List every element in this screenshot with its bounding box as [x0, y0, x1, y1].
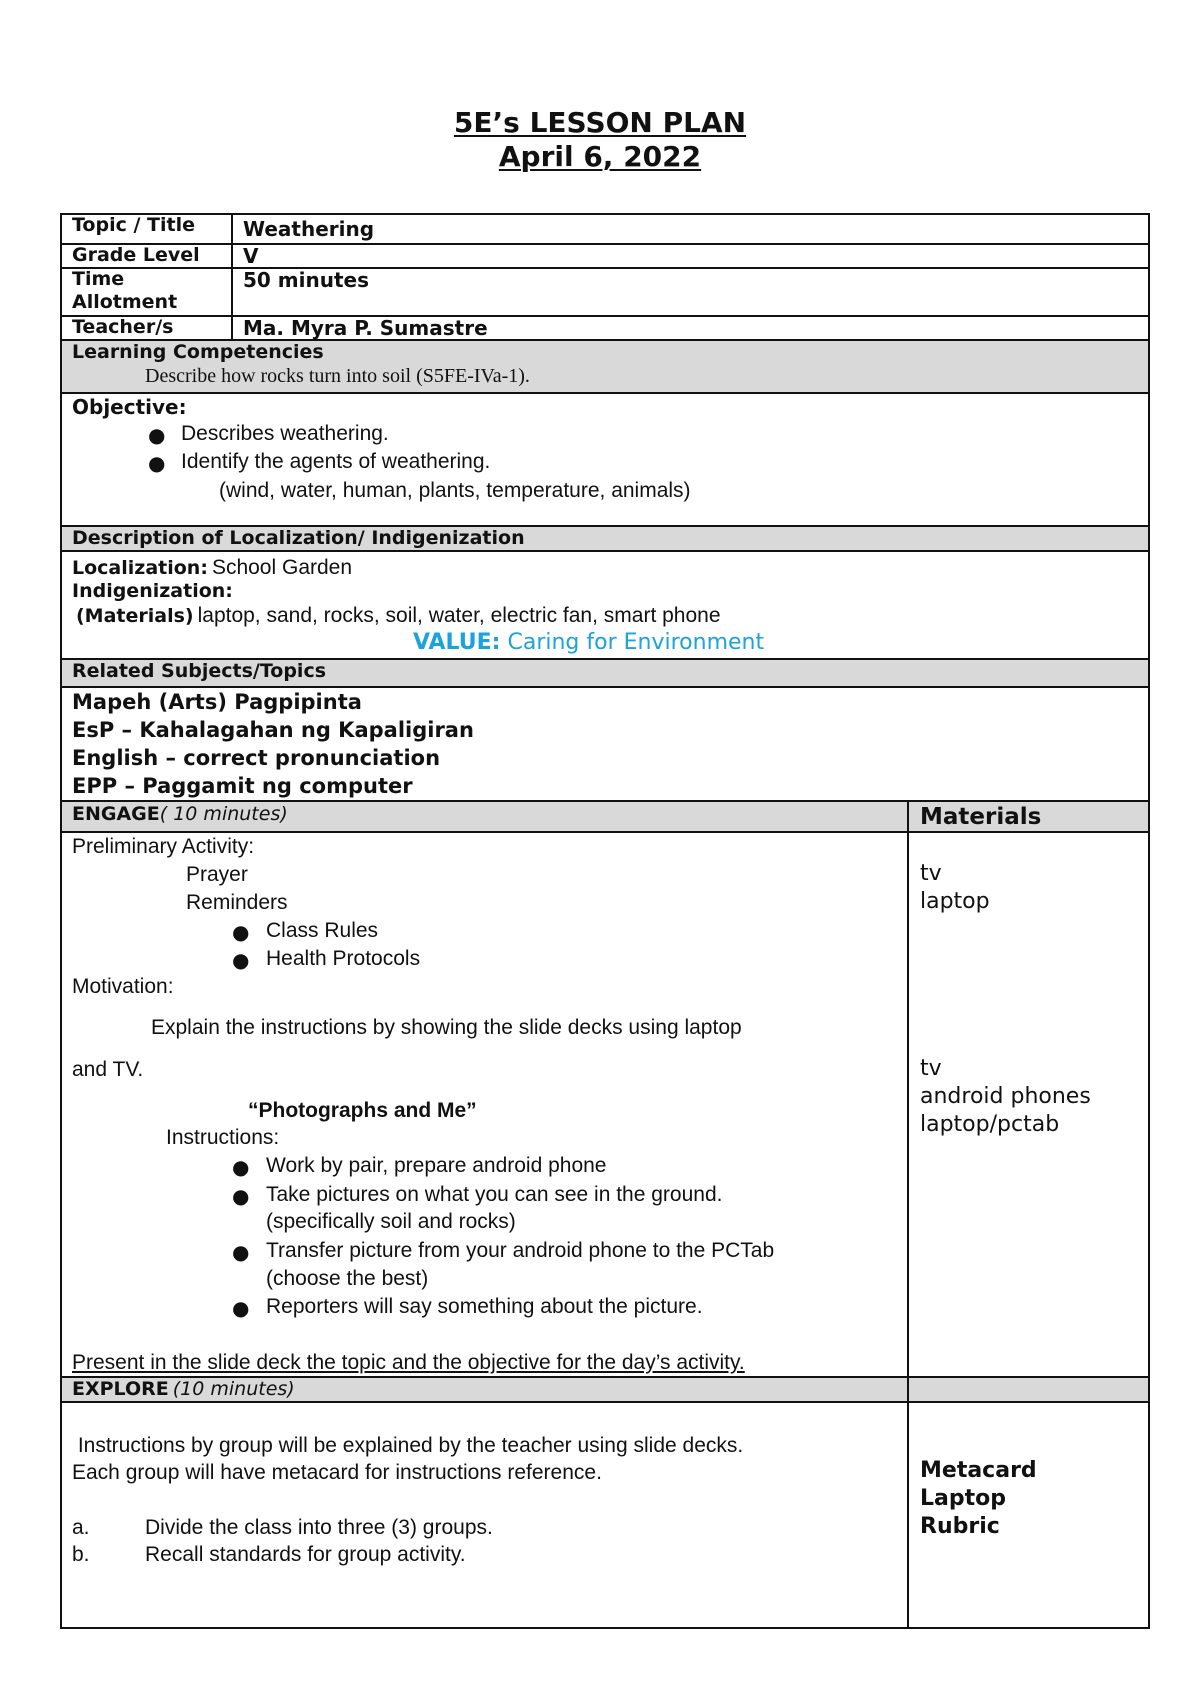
page-title: 5E’s LESSON PLAN: [453, 106, 747, 139]
instructions-label: Instructions:: [166, 1126, 280, 1149]
related-item: English – correct pronunciation: [72, 746, 441, 770]
material-item: Laptop: [920, 1486, 1006, 1511]
table-border: [60, 213, 1150, 215]
engage-heading: ENGAGE: [72, 803, 160, 825]
explore-heading: EXPLORE: [72, 1378, 169, 1400]
localization-label: Localization:: [72, 557, 208, 579]
bullet-icon: ●: [232, 920, 250, 944]
related-item: EsP – Kahalagahan ng Kapaligiran: [72, 718, 474, 742]
material-item: Rubric: [920, 1514, 1000, 1539]
row-divider: [60, 243, 1150, 245]
explain-text-cont: and TV.: [72, 1058, 144, 1081]
table-border: [60, 213, 62, 1629]
materials-heading: Materials: [920, 804, 1042, 830]
explore-heading-line: [72, 1378, 295, 1400]
value-line: [413, 630, 764, 655]
related-item: Mapeh (Arts) Pagpipinta: [72, 690, 362, 714]
objective-item: Describes weathering.: [181, 422, 389, 445]
material-item: Metacard: [920, 1458, 1037, 1483]
explore-duration: (10 minutes): [172, 1378, 295, 1400]
bullet-icon: ●: [148, 423, 166, 447]
explore-list-item: Divide the class into three (3) groups.: [145, 1516, 493, 1539]
materials-value: laptop, sand, rocks, soil, water, electric fan, smart phone: [197, 604, 721, 627]
explore-list-item: Recall standards for group activity.: [145, 1543, 466, 1566]
step-item: Take pictures on what you can see in the ground.: [266, 1183, 723, 1206]
objective-note: (wind, water, human, plants, temperature, animals): [219, 479, 691, 502]
bullet-icon: ●: [232, 1296, 250, 1320]
row-divider: [60, 267, 1150, 269]
competency-text: Describe how rocks turn into soil (S5FE-IVa-1).: [145, 365, 530, 387]
material-item: tv: [920, 861, 942, 886]
row-divider: [60, 800, 1150, 802]
material-item: laptop: [920, 889, 990, 914]
row-divider: [60, 1401, 1150, 1403]
objective-item: Identify the agents of weathering.: [181, 450, 491, 473]
grade-value: V: [243, 244, 259, 268]
reminders-text: Reminders: [186, 891, 288, 914]
topic-label: Topic / Title: [72, 214, 195, 236]
row-divider: [60, 315, 1150, 317]
materials-label: (Materials): [76, 605, 194, 627]
activity-title: “Photographs and Me”: [248, 1099, 477, 1122]
motivation-label: Motivation:: [72, 975, 174, 998]
bullet-icon: ●: [148, 451, 166, 475]
row-divider: [60, 831, 1150, 833]
localization-line: [72, 556, 352, 580]
step-item-cont: (choose the best): [266, 1267, 429, 1290]
engage-heading-line: [72, 803, 288, 825]
explain-text: Explain the instructions by showing the slide decks using laptop: [151, 1016, 742, 1039]
step-item: Reporters will say something about the picture.: [266, 1295, 703, 1318]
time-label: Time: [72, 268, 125, 290]
explore-list-marker: b.: [72, 1543, 90, 1566]
step-item: Transfer picture from your android phone to the PCTab: [266, 1239, 775, 1262]
teacher-label: Teacher/s: [72, 316, 174, 338]
bullet-icon: ●: [232, 948, 250, 972]
teacher-value: Ma. Myra P. Sumastre: [243, 316, 488, 340]
column-divider: [907, 800, 909, 1629]
material-item: laptop/pctab: [920, 1112, 1060, 1137]
localization-heading: Description of Localization/ Indigenization: [72, 527, 525, 549]
row-divider: [60, 686, 1150, 688]
reminder-item: Class Rules: [266, 919, 379, 942]
reminder-item: Health Protocols: [266, 947, 421, 970]
materials-line: [76, 604, 721, 628]
material-item: android phones: [920, 1084, 1091, 1109]
prayer-text: Prayer: [186, 863, 248, 886]
objective-heading: Objective:: [72, 395, 187, 419]
row-divider: [60, 392, 1150, 394]
bullet-icon: ●: [232, 1155, 250, 1179]
time-label-2: Allotment: [72, 291, 178, 313]
table-border: [60, 1627, 1150, 1629]
explore-list-marker: a.: [72, 1516, 90, 1539]
localization-value: School Garden: [211, 556, 353, 579]
topic-value: Weathering: [243, 217, 375, 241]
explore-line: Instructions by group will be explained by the teacher using slide decks.: [72, 1434, 744, 1457]
prelim-activity: Preliminary Activity:: [72, 835, 255, 858]
value-label: VALUE:: [413, 630, 501, 655]
material-item: tv: [920, 1056, 942, 1081]
value-text: Caring for Environment: [507, 630, 765, 655]
column-divider: [231, 213, 233, 341]
step-item: Work by pair, prepare android phone: [266, 1154, 607, 1177]
related-item: EPP – Paggamit ng computer: [72, 774, 413, 798]
step-item-cont: (specifically soil and rocks): [266, 1210, 516, 1233]
bullet-icon: ●: [232, 1240, 250, 1264]
explore-line: Each group will have metacard for instructions reference.: [72, 1461, 602, 1484]
related-heading: Related Subjects/Topics: [72, 660, 327, 682]
bullet-icon: ●: [232, 1184, 250, 1208]
table-border: [1148, 213, 1150, 1629]
engage-duration: ( 10 minutes): [159, 803, 288, 825]
grade-label: Grade Level: [72, 244, 200, 266]
row-divider: [60, 550, 1150, 552]
indigenization-label: Indigenization:: [72, 580, 233, 602]
page-date: April 6, 2022: [498, 140, 702, 173]
time-value: 50 minutes: [243, 268, 369, 292]
competencies-heading: Learning Competencies: [72, 341, 324, 363]
present-text: Present in the slide deck the topic and the objective for the day’s activity.: [72, 1351, 745, 1374]
